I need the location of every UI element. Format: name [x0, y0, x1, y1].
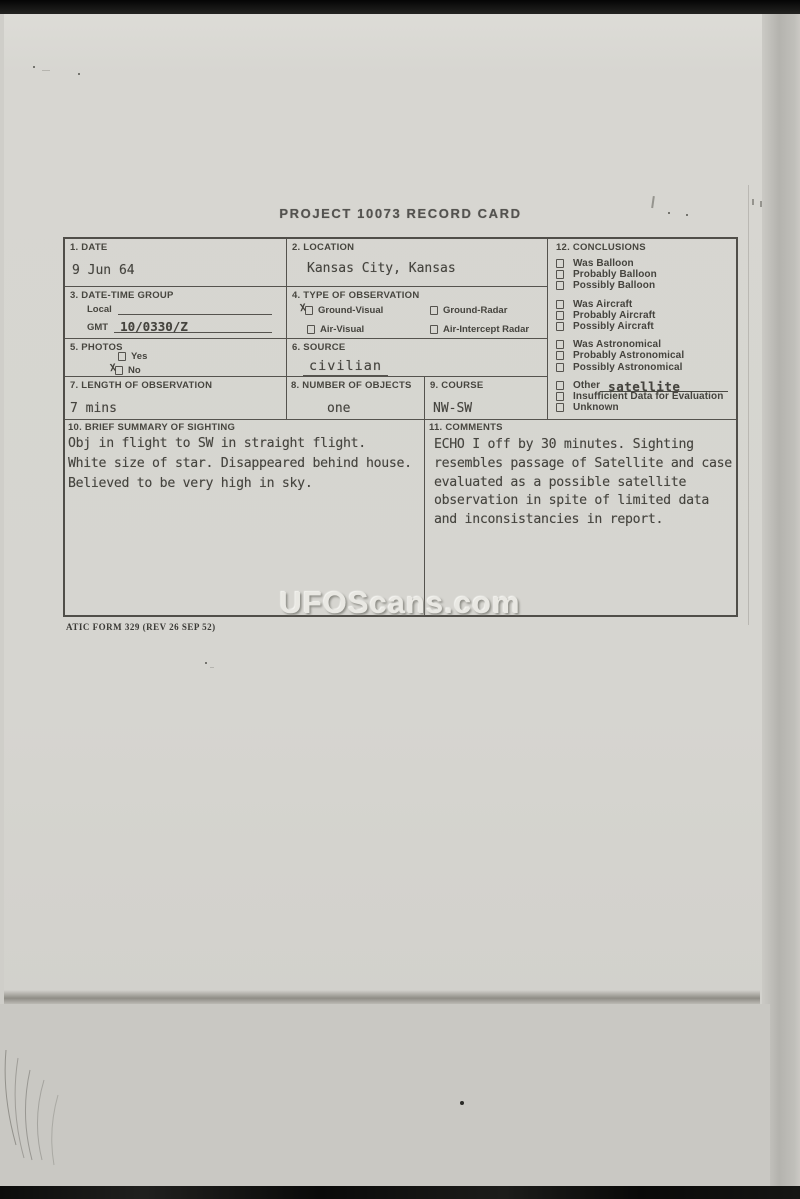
obs-option-ground-radar — [430, 305, 507, 316]
scan-speck — [78, 73, 80, 75]
field-location — [287, 239, 548, 287]
conclusions-other-group — [556, 380, 732, 414]
field-comments-label: 11. COMMENTS — [429, 422, 503, 433]
checkbox-icon — [556, 351, 564, 360]
field-source — [287, 339, 548, 377]
option-label: Air-Visual — [320, 324, 365, 335]
field-course-value: NW-SW — [433, 401, 473, 416]
conclusions-list — [556, 258, 732, 420]
comments-line: evaluated as a possible satellite — [434, 474, 687, 490]
field-objects-label: 8. NUMBER OF OBJECTS — [291, 380, 412, 391]
checkbox-icon — [556, 322, 564, 331]
obs-option-air-intercept-radar — [430, 324, 529, 335]
scan-speck — [686, 214, 688, 216]
field-photos-label: 5. PHOTOS — [70, 342, 123, 353]
conclusion-label: Insufficient Data for Evaluation — [573, 390, 724, 402]
field-conclusions — [548, 239, 736, 420]
checkbox-icon — [556, 259, 564, 268]
field-length-label: 7. LENGTH OF OBSERVATION — [70, 380, 213, 391]
comments-line: observation in spite of limited data — [434, 493, 710, 509]
scan-speck — [210, 667, 214, 668]
conclusion-label: Possibly Aircraft — [573, 321, 654, 333]
field-objects-value: one — [327, 401, 351, 416]
form-number: ATIC FORM 329 (REV 26 SEP 52) — [66, 622, 216, 632]
conclusion-option — [556, 402, 732, 413]
scan-top-border — [0, 0, 800, 14]
field-summary-label: 10. BRIEF SUMMARY OF SIGHTING — [68, 422, 236, 433]
field-source-label: 6. SOURCE — [292, 342, 346, 353]
backing-sheet — [0, 1004, 770, 1187]
dtg-local-line — [118, 302, 272, 315]
checkbox-icon — [556, 403, 564, 412]
dtg-gmt-label: GMT — [87, 322, 109, 333]
record-card-table — [63, 237, 738, 617]
checkbox-icon — [430, 325, 438, 334]
field-conclusions-label: 12. CONCLUSIONS — [556, 242, 646, 253]
scan-bottom-border — [0, 1186, 800, 1199]
conclusion-option — [556, 299, 732, 310]
conclusion-label: Probably Balloon — [573, 269, 657, 281]
watermark: UFOScans.com — [279, 585, 521, 620]
conclusion-label: Possibly Balloon — [573, 280, 656, 292]
checkbox-icon — [556, 381, 564, 390]
conclusion-label: Was Astronomical — [573, 339, 662, 351]
field-type-of-observation — [287, 287, 548, 339]
scan-speck — [42, 70, 50, 71]
scan-speck — [460, 1101, 464, 1105]
scan-speck — [752, 199, 754, 205]
page-title: PROJECT 10073 RECORD CARD — [279, 206, 522, 221]
conclusion-option — [556, 321, 732, 332]
field-location-label: 2. LOCATION — [292, 242, 355, 253]
photos-option-no — [115, 365, 141, 376]
summary-line: White size of star. Disappeared behind house. — [68, 456, 412, 471]
other-value: satellite — [608, 378, 681, 394]
checkbox-icon — [556, 392, 564, 401]
scratch-marks — [0, 1040, 110, 1190]
conclusion-option — [556, 280, 732, 291]
checkbox-icon — [307, 325, 315, 334]
conclusion-option-other — [556, 378, 732, 394]
option-label: Ground-Radar — [443, 305, 508, 316]
conclusion-label: Was Balloon — [573, 258, 634, 270]
field-date-value: 9 Jun 64 — [72, 263, 135, 278]
conclusion-label: Possibly Astronomical — [573, 361, 683, 373]
conclusion-label: Probably Astronomical — [573, 350, 685, 362]
conclusion-option — [556, 310, 732, 321]
option-label: Ground-Visual — [318, 305, 384, 316]
sheet-edge-shadow — [4, 990, 760, 1005]
field-dtg-label: 3. DATE-TIME GROUP — [70, 290, 174, 301]
conclusion-label: Was Aircraft — [573, 298, 633, 310]
checkbox-icon — [556, 300, 564, 309]
checkbox-icon — [556, 281, 564, 290]
option-label: Yes — [131, 351, 148, 362]
obs-option-air-visual — [307, 324, 364, 335]
field-photos — [65, 339, 287, 377]
checkbox-icon — [430, 306, 438, 315]
dtg-gmt-row — [87, 320, 272, 333]
checkbox-icon — [556, 270, 564, 279]
field-date — [65, 239, 287, 287]
obs-option-ground-visual — [305, 305, 383, 316]
conclusion-label: Unknown — [573, 402, 619, 414]
checkbox-icon — [556, 340, 564, 349]
scan-speck — [668, 212, 670, 214]
conclusion-label: Other — [573, 379, 601, 391]
conclusions-aircraft-group — [556, 299, 732, 333]
paper-crease — [748, 185, 749, 625]
dtg-gmt-value: 10/0330/Z — [120, 319, 188, 334]
field-date-time-group — [65, 287, 287, 339]
comments-text — [434, 436, 732, 530]
comments-line: resembles passage of Satellite and case — [434, 455, 732, 471]
option-label: No — [128, 365, 141, 376]
dtg-local-row — [87, 302, 272, 315]
conclusion-option — [556, 350, 732, 361]
checkbox-icon — [118, 352, 126, 361]
field-length-value: 7 mins — [70, 401, 117, 416]
conclusion-option — [556, 269, 732, 280]
field-observation-label: 4. TYPE OF OBSERVATION — [292, 290, 420, 301]
summary-line: Obj in flight to SW in straight flight. — [68, 436, 366, 451]
field-date-label: 1. DATE — [70, 242, 108, 253]
field-number-of-objects — [287, 377, 425, 420]
field-length-of-observation — [65, 377, 287, 420]
option-label: Air-Intercept Radar — [443, 324, 530, 335]
summary-text — [68, 434, 412, 494]
conclusions-astronomical-group — [556, 339, 732, 373]
dtg-local-label: Local — [87, 304, 112, 315]
photos-option-yes — [118, 351, 147, 362]
comments-line: and inconsistancies in report. — [434, 512, 664, 528]
field-course — [425, 377, 548, 420]
conclusion-option — [556, 339, 732, 350]
checkbox-icon — [305, 306, 313, 315]
field-course-label: 9. COURSE — [430, 380, 484, 391]
conclusion-label: Probably Aircraft — [573, 309, 656, 321]
comments-line: ECHO I off by 30 minutes. Sighting — [434, 437, 694, 452]
checkbox-icon — [556, 363, 564, 372]
conclusion-option — [556, 258, 732, 269]
field-location-value: Kansas City, Kansas — [307, 261, 456, 276]
checkbox-icon — [115, 366, 123, 375]
scan-speck — [760, 201, 762, 207]
other-value-line — [600, 379, 728, 392]
field-source-value: civilian — [303, 358, 388, 376]
dtg-gmt-line — [114, 320, 272, 333]
scan-speck — [33, 66, 35, 68]
checkbox-icon — [556, 311, 564, 320]
summary-line: Believed to be very high in sky. — [68, 476, 313, 491]
scan-speck — [205, 662, 207, 664]
conclusions-balloon-group — [556, 258, 732, 292]
conclusion-option — [556, 362, 732, 373]
